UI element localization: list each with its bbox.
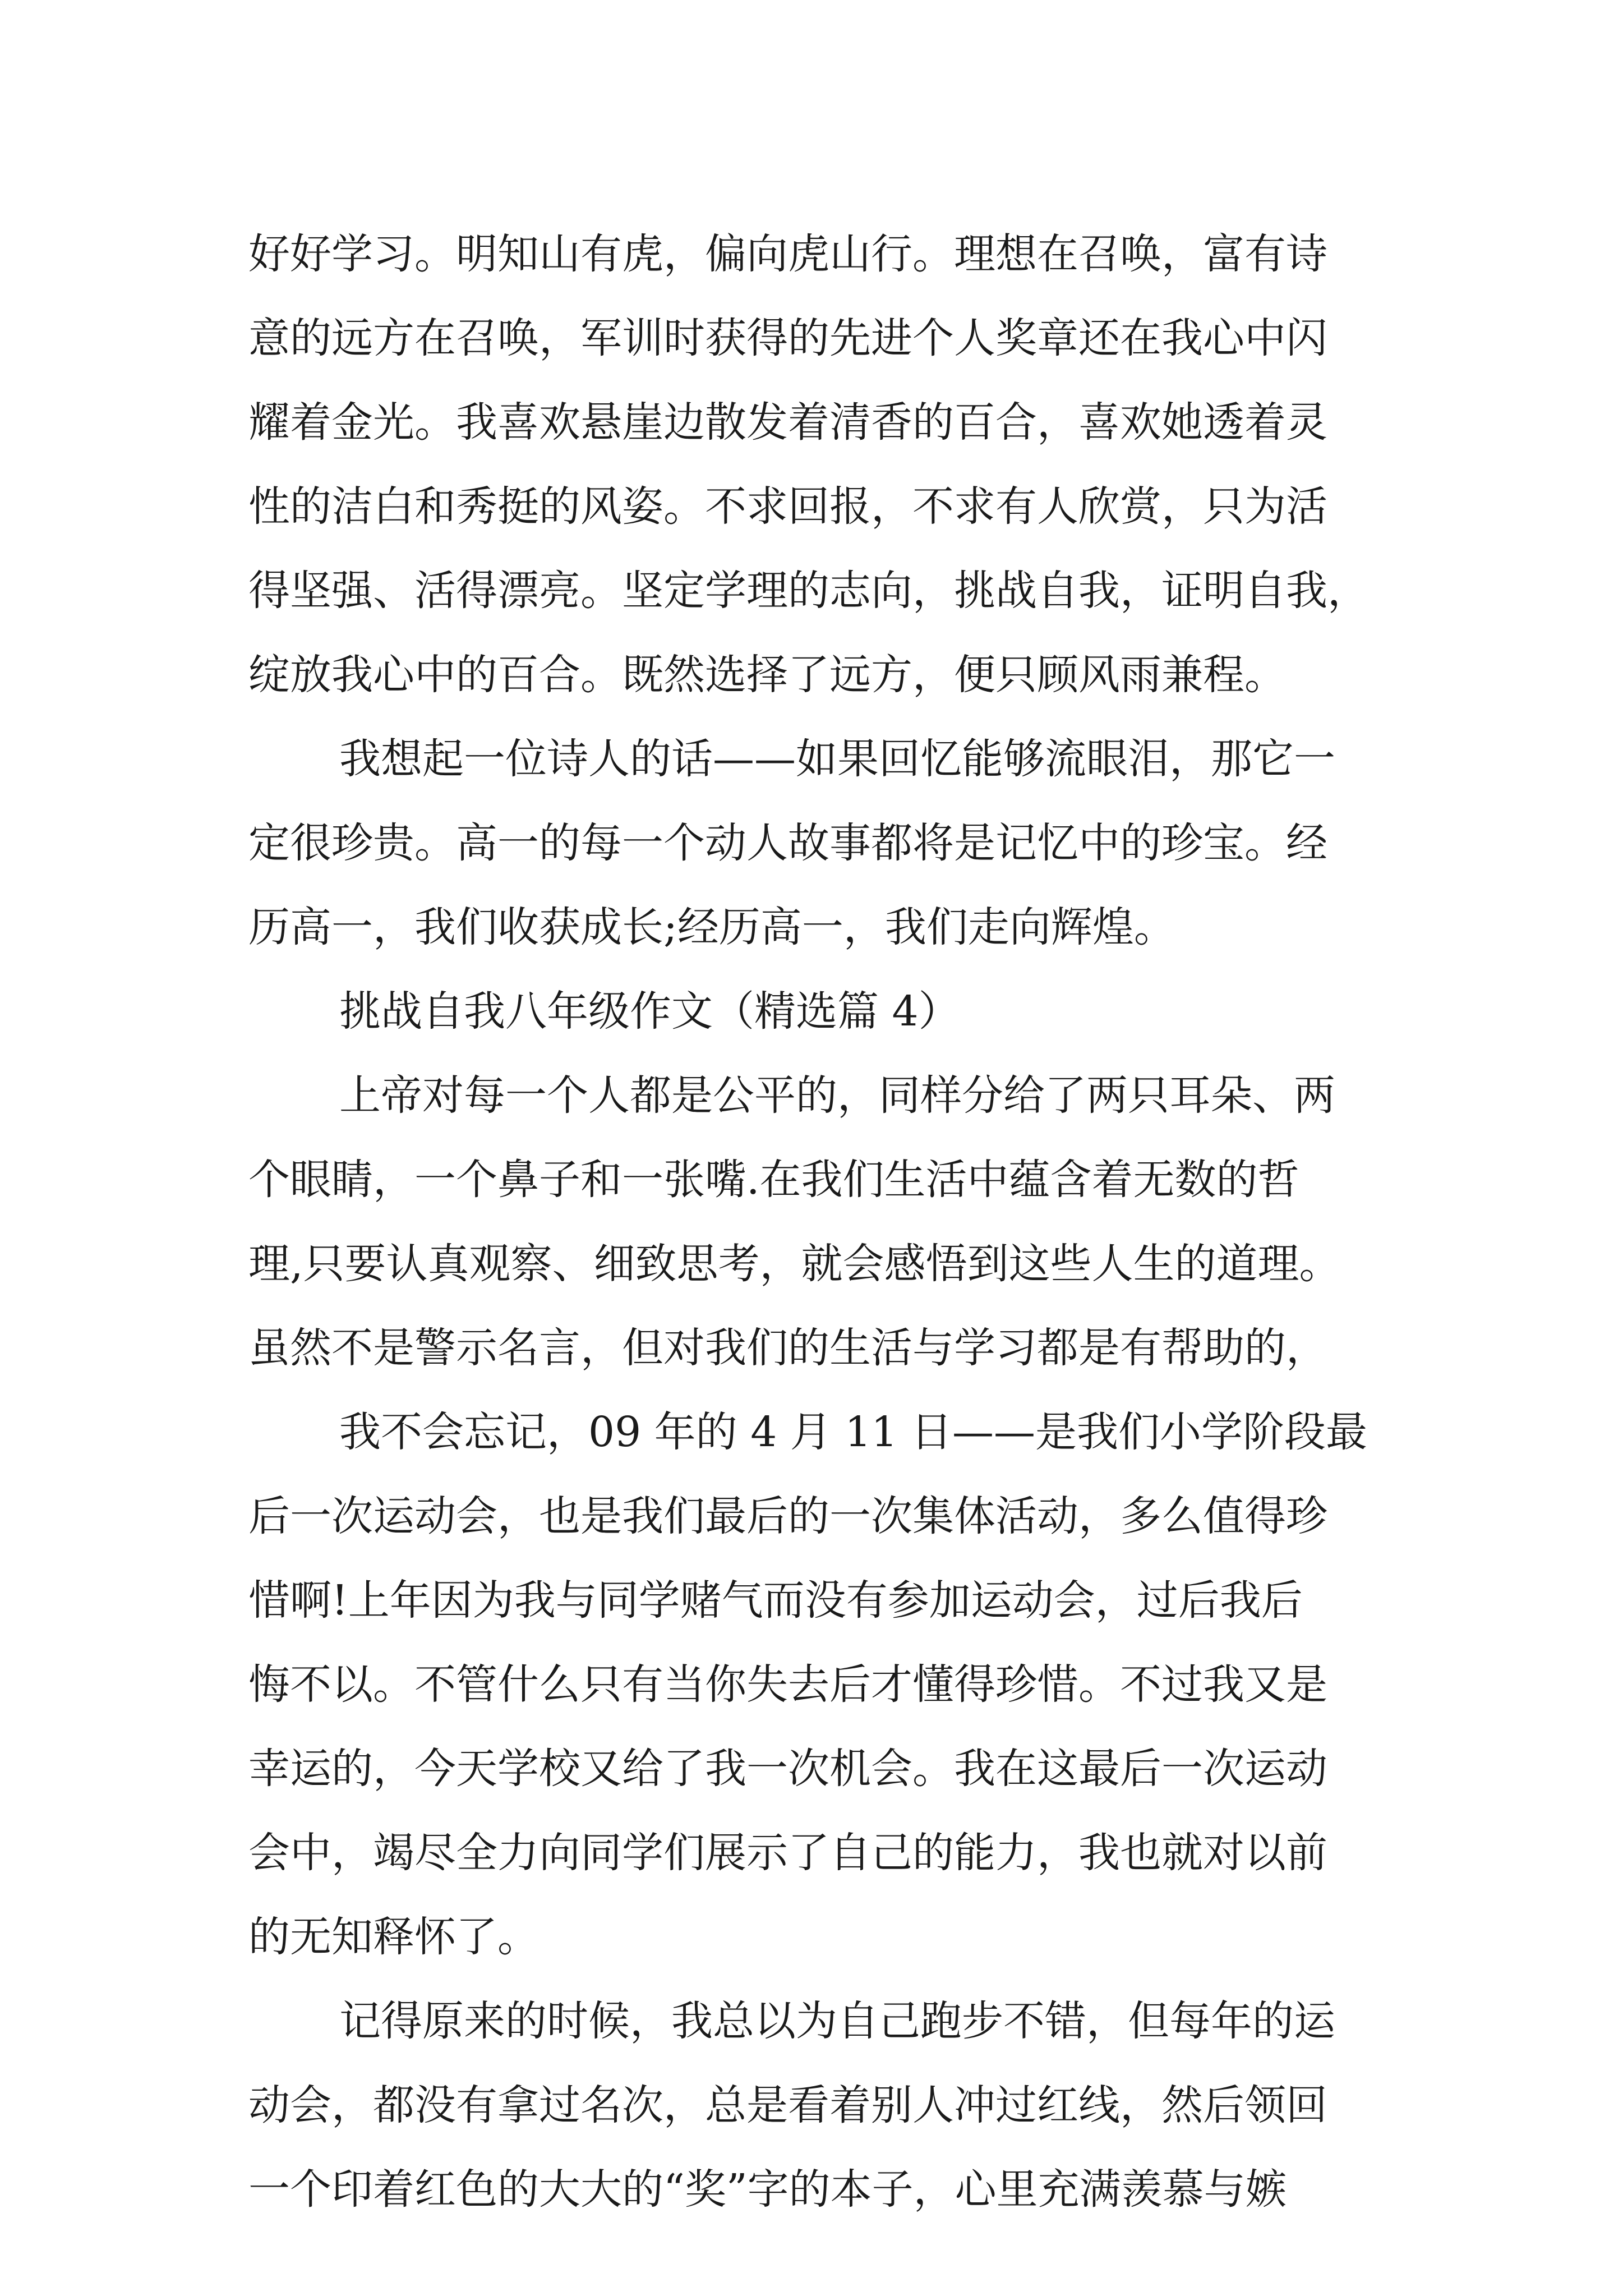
text-line: 得坚强、活得漂亮。坚定学理的志向，挑战自我，证明自我， [248, 567, 1369, 615]
text-line: 定很珍贵。高一的每一个动人故事都将是记忆中的珍宝。经 [248, 819, 1327, 867]
text-line: 个眼睛，一个鼻子和一张嘴.在我们生活中蕴含着无数的哲 [248, 1156, 1299, 1204]
text-line: 上帝对每一个人都是公平的，同样分给了两只耳朵、两 [339, 1071, 1335, 1120]
text-line: 的无知释怀了。 [248, 1913, 539, 1961]
document-body [248, 212, 1393, 2231]
text-line: 理,只要认真观察、细致思考，就会感悟到这些人生的道理。 [248, 1240, 1341, 1288]
text-line: 虽然不是警示名言，但对我们的生活与学习都是有帮助的， [248, 1324, 1327, 1372]
text-line: 记得原来的时候，我总以为自己跑步不错，但每年的运 [339, 1997, 1335, 2045]
text-line: 悔不以。不管什么只有当你失去后才懂得珍惜。不过我又是 [248, 1660, 1327, 1709]
text-line: 历高一，我们收获成长;经历高一，我们走向辉煌。 [248, 903, 1175, 951]
text-line: 动会，都没有拿过名次，总是看着别人冲过红线，然后领回 [248, 2081, 1327, 2129]
text-line: 惜啊!上年因为我与同学赌气而没有参加运动会，过后我后 [248, 1576, 1303, 1625]
text-line: 挑战自我八年级作文（精选篇 4） [339, 987, 960, 1036]
text-line: 后一次运动会，也是我们最后的一次集体活动，多么值得珍 [248, 1492, 1327, 1540]
text-line: 一个印着红色的大大的“奖”字的本子，心里充满羡慕与嫉 [248, 2165, 1287, 2214]
text-line: 性的洁白和秀挺的风姿。不求回报，不求有人欣赏，只为活 [248, 482, 1327, 531]
text-line: 绽放我心中的百合。既然选择了远方，便只顾风雨兼程。 [248, 651, 1286, 699]
text-line: 幸运的，今天学校又给了我一次机会。我在这最后一次运动 [248, 1745, 1327, 1793]
text-line: 会中，竭尽全力向同学们展示了自己的能力，我也就对以前 [248, 1829, 1327, 1877]
text-line: 我想起一位诗人的话——如果回忆能够流眼泪，那它一 [339, 735, 1335, 783]
text-line: 我不会忘记，09 年的 4 月 11 日——是我们小学阶段最 [339, 1408, 1368, 1456]
text-line: 好好学习。明知山有虎，偏向虎山行。理想在召唤，富有诗 [248, 230, 1327, 278]
text-line: 耀着金光。我喜欢悬崖边散发着清香的百合，喜欢她透着灵 [248, 398, 1327, 447]
text-line: 意的远方在召唤，军训时获得的先进个人奖章还在我心中闪 [248, 314, 1327, 362]
